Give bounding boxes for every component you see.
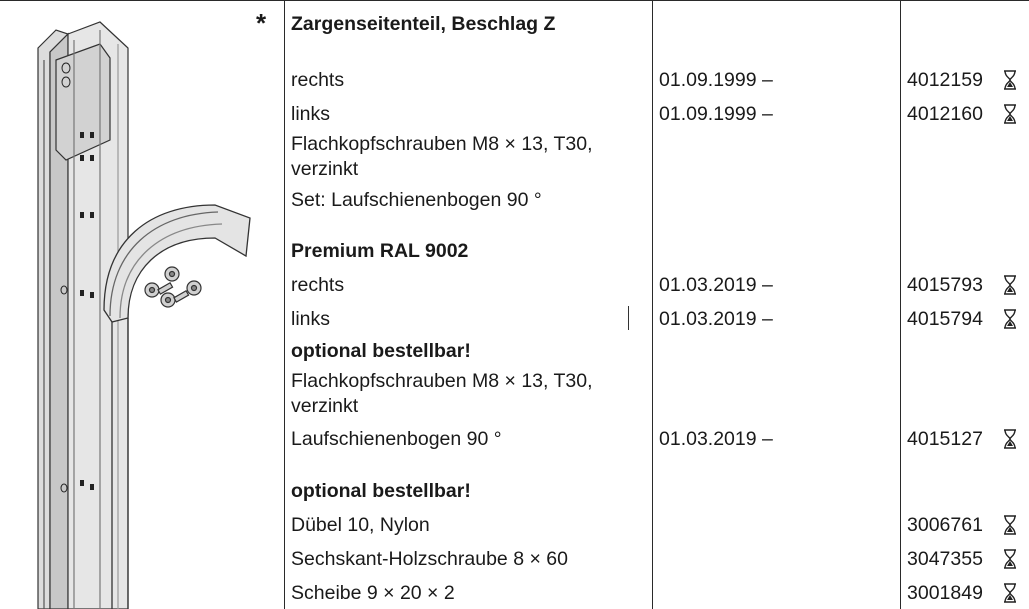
marker-asterisk: * bbox=[256, 8, 267, 38]
row-label: Flachkopfschrauben M8 × 13, T30, bbox=[291, 133, 593, 155]
row-article-number: 4015793 bbox=[907, 274, 983, 296]
column-divider-date bbox=[900, 0, 901, 609]
row-date: 01.09.1999 – bbox=[659, 69, 773, 91]
row-article-number: 3047355 bbox=[907, 548, 983, 570]
text-cursor bbox=[628, 306, 629, 330]
column-divider-description bbox=[652, 0, 653, 609]
row-article-number: 4015127 bbox=[907, 428, 983, 450]
row-article-number: 4012160 bbox=[907, 103, 983, 125]
sub-heading: optional bestellbar! bbox=[291, 480, 471, 502]
frame-part-illustration bbox=[0, 0, 284, 609]
row-article-number: 3001849 bbox=[907, 582, 983, 604]
row-date: 01.03.2019 – bbox=[659, 428, 773, 450]
row-label-continued: verzinkt bbox=[291, 158, 359, 180]
row-label: rechts bbox=[291, 69, 345, 91]
sub-heading: optional bestellbar! bbox=[291, 340, 471, 362]
hourglass-icon bbox=[1002, 70, 1018, 90]
row-label-continued: verzinkt bbox=[291, 395, 359, 417]
row-date: 01.03.2019 – bbox=[659, 308, 773, 330]
hourglass-icon bbox=[1002, 275, 1018, 295]
row-label: Scheibe 9 × 20 × 2 bbox=[291, 582, 455, 604]
row-article-number: 4012159 bbox=[907, 69, 983, 91]
hourglass-icon bbox=[1002, 104, 1018, 124]
row-label: Dübel 10, Nylon bbox=[291, 514, 430, 536]
section-title: Zargenseitenteil, Beschlag Z bbox=[291, 13, 556, 35]
screws-drawing bbox=[145, 267, 201, 307]
row-article-number: 3006761 bbox=[907, 514, 983, 536]
hourglass-icon bbox=[1002, 583, 1018, 603]
row-article-number: 4015794 bbox=[907, 308, 983, 330]
row-label: links bbox=[291, 103, 331, 125]
column-divider-image bbox=[284, 0, 285, 609]
hourglass-icon bbox=[1002, 309, 1018, 329]
hourglass-icon bbox=[1002, 549, 1018, 569]
row-label: Set: Laufschienenbogen 90 ° bbox=[291, 189, 542, 211]
hourglass-icon bbox=[1002, 515, 1018, 535]
hourglass-icon bbox=[1002, 429, 1018, 449]
row-date: 01.09.1999 – bbox=[659, 103, 773, 125]
row-label: links bbox=[291, 308, 331, 330]
row-label: Flachkopfschrauben M8 × 13, T30, bbox=[291, 370, 593, 392]
row-label: rechts bbox=[291, 274, 345, 296]
row-label: Laufschienenbogen 90 ° bbox=[291, 428, 502, 450]
sub-heading: Premium RAL 9002 bbox=[291, 240, 469, 262]
row-date: 01.03.2019 – bbox=[659, 274, 773, 296]
row-label: Sechskant-Holzschraube 8 × 60 bbox=[291, 548, 568, 570]
